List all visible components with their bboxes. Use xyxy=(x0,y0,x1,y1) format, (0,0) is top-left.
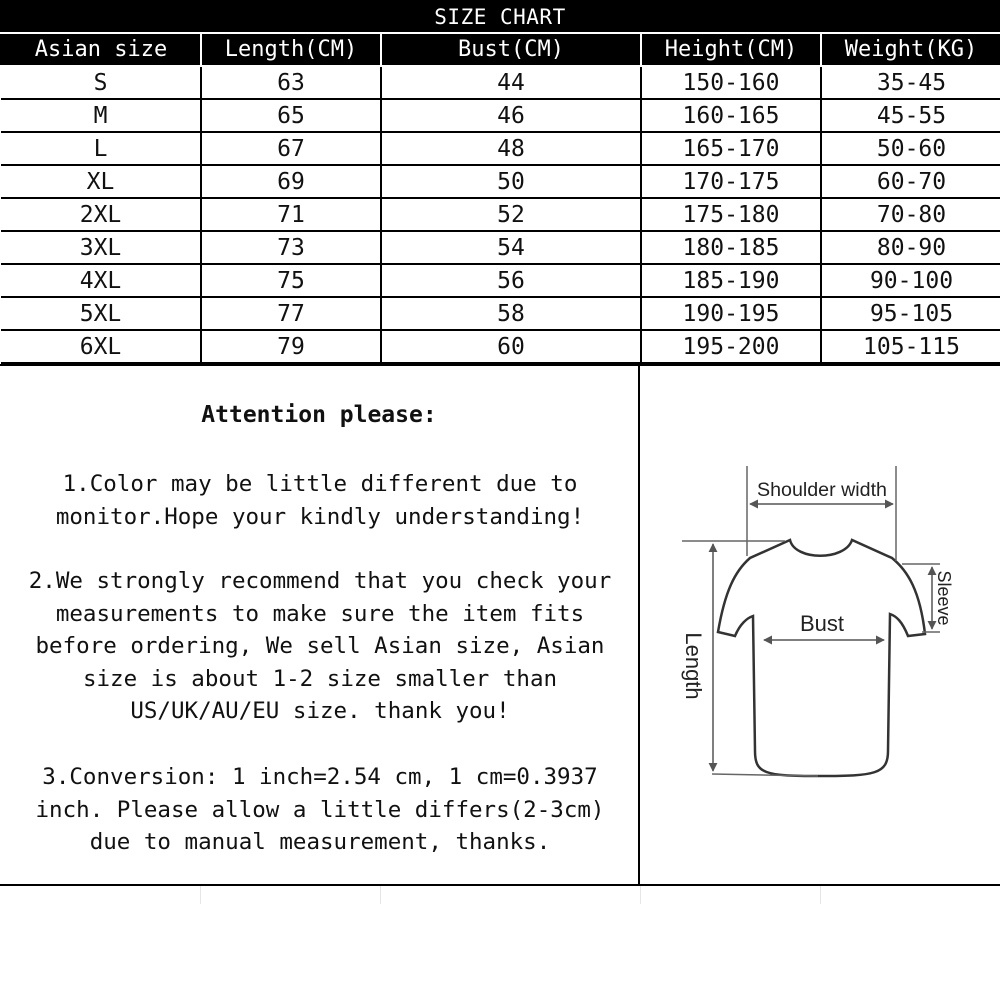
cell-height: 190-195 xyxy=(641,297,821,330)
sleeve-label: Sleeve xyxy=(934,570,954,626)
cell-length: 63 xyxy=(201,66,381,99)
cell-height: 195-200 xyxy=(641,330,821,363)
cell-size: L xyxy=(1,132,201,165)
table-row xyxy=(1,198,1000,231)
cell-height: 160-165 xyxy=(641,99,821,132)
cell-weight: 95-105 xyxy=(821,297,1000,330)
cell-length: 67 xyxy=(201,132,381,165)
cell-length: 65 xyxy=(201,99,381,132)
length-label: Length xyxy=(681,632,706,700)
note-measurement: 2.We strongly recommend that you check your measurements to make sure the item fits before ordering, We sell Asian size, Asian size is about 1-2 size smaller than US/UK/AU/EU size. thank you! xyxy=(28,568,612,724)
cell-size: 4XL xyxy=(1,264,201,297)
cell-height: 180-185 xyxy=(641,231,821,264)
table-row xyxy=(1,99,1000,132)
cell-length: 75 xyxy=(201,264,381,297)
tshirt-diagram-svg xyxy=(640,366,1000,886)
header-length: Length(CM) xyxy=(201,33,381,66)
cell-weight: 35-45 xyxy=(821,66,1000,99)
cell-weight: 60-70 xyxy=(821,165,1000,198)
cell-height: 150-160 xyxy=(641,66,821,99)
note-conversion: 3.Conversion: 1 inch=2.54 cm, 1 cm=0.3937 inch. Please allow a little differs(2-3cm) due to manual measurement, thanks. xyxy=(35,764,605,855)
shoulder-label: Shoulder width xyxy=(757,480,887,501)
notes-panel xyxy=(0,366,640,884)
attention-heading: Attention please: xyxy=(201,402,437,428)
cell-length: 71 xyxy=(201,198,381,231)
table-row xyxy=(1,165,1000,198)
cell-weight: 70-80 xyxy=(821,198,1000,231)
table-row xyxy=(1,132,1000,165)
cell-bust: 60 xyxy=(381,330,641,363)
table-row xyxy=(1,231,1000,264)
note-color: 1.Color may be little different due to monitor.Hope your kindly understanding! xyxy=(55,471,585,530)
cell-height: 170-175 xyxy=(641,165,821,198)
cell-size: 6XL xyxy=(1,330,201,363)
table-row xyxy=(1,330,1000,363)
header-asian-size: Asian size xyxy=(1,33,201,66)
cell-bust: 50 xyxy=(381,165,641,198)
cell-length: 73 xyxy=(201,231,381,264)
cell-size: S xyxy=(1,66,201,99)
table-row xyxy=(1,264,1000,297)
cell-bust: 54 xyxy=(381,231,641,264)
cell-size: 3XL xyxy=(1,231,201,264)
cell-bust: 56 xyxy=(381,264,641,297)
cell-size: 2XL xyxy=(1,198,201,231)
length-guide-bottom xyxy=(712,774,818,776)
cell-weight: 90-100 xyxy=(821,264,1000,297)
header-height: Height(CM) xyxy=(641,33,821,66)
cell-height: 185-190 xyxy=(641,264,821,297)
cell-size: 5XL xyxy=(1,297,201,330)
size-chart-title: SIZE CHART xyxy=(0,0,1000,32)
header-bust: Bust(CM) xyxy=(381,33,641,66)
cell-length: 69 xyxy=(201,165,381,198)
cell-length: 79 xyxy=(201,330,381,363)
cell-size: M xyxy=(1,99,201,132)
table-header-row xyxy=(1,33,1000,66)
table-row xyxy=(1,66,1000,99)
cell-size: XL xyxy=(1,165,201,198)
header-weight: Weight(KG) xyxy=(821,33,1000,66)
size-table xyxy=(0,32,1000,364)
cell-bust: 58 xyxy=(381,297,641,330)
cell-weight: 80-90 xyxy=(821,231,1000,264)
faint-divider-stubs xyxy=(0,886,1000,906)
info-panel xyxy=(0,364,1000,886)
cell-weight: 50-60 xyxy=(821,132,1000,165)
cell-weight: 105-115 xyxy=(821,330,1000,363)
cell-bust: 48 xyxy=(381,132,641,165)
tshirt-outline xyxy=(718,540,925,776)
cell-weight: 45-55 xyxy=(821,99,1000,132)
bust-label: Bust xyxy=(799,611,845,636)
table-row xyxy=(1,297,1000,330)
tshirt-diagram xyxy=(640,366,1000,884)
cell-length: 77 xyxy=(201,297,381,330)
cell-height: 165-170 xyxy=(641,132,821,165)
cell-bust: 44 xyxy=(381,66,641,99)
cell-bust: 46 xyxy=(381,99,641,132)
cell-height: 175-180 xyxy=(641,198,821,231)
cell-bust: 52 xyxy=(381,198,641,231)
